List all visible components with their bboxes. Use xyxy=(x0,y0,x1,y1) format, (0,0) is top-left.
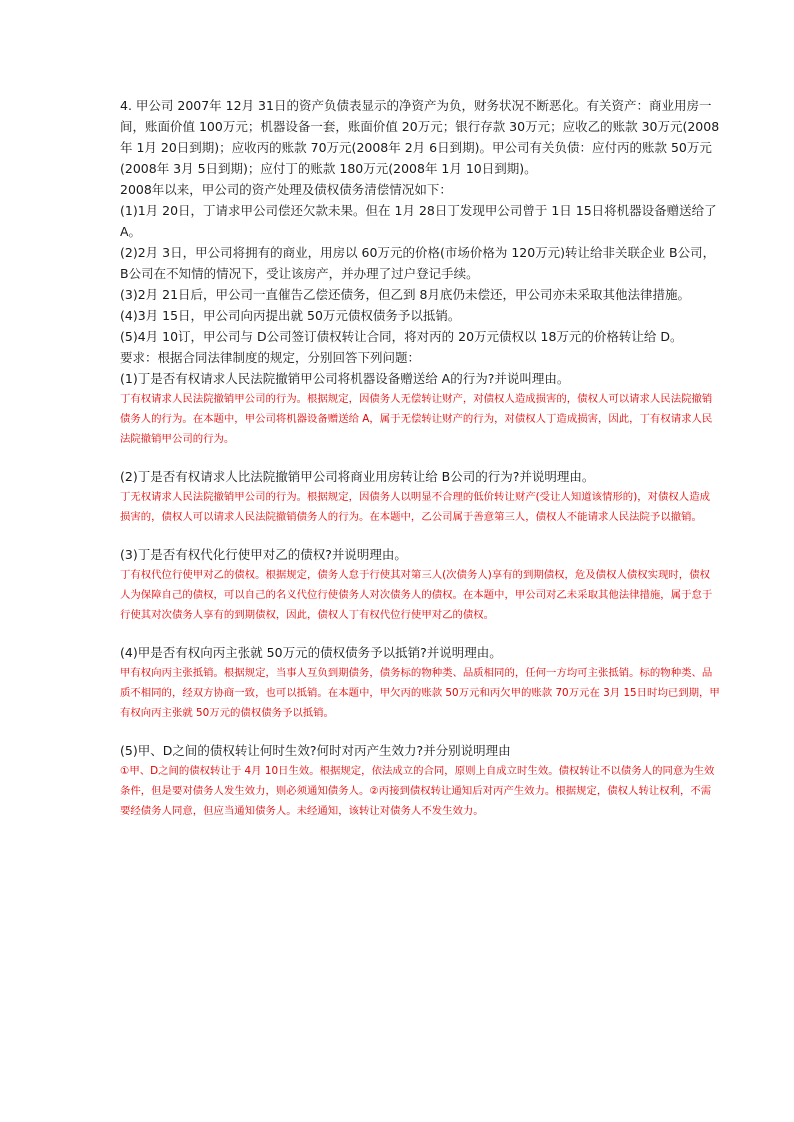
requirement: 要求：根据合同法律制度的规定，分别回答下列问题： xyxy=(120,350,421,365)
question-4: (4)甲是否有权向丙主张就 50万元的债权债务予以抵销?并说明理由。 xyxy=(120,645,502,660)
problem-since: 2008年以来，甲公司的资产处理及债权债务清偿情况如下： xyxy=(120,182,452,197)
question-3: (3)丁是否有权代化行使甲对乙的债权?并说明理由。 xyxy=(120,547,407,562)
event-item: (1)1月 20日，丁请求甲公司偿还欠款未果。但在 1月 28日丁发现甲公司曾于 1日 15日将机器设备赠送给了 A。 xyxy=(120,203,717,239)
answer-2: 丁无权请求人民法院撤销甲公司的行为。根据规定，因债务人以明显不合理的低价转让财产(受让人知道该情形的)，对债权人造成损害的，债权人可以请求人民法院撤销债务人的行为。在本题中，乙公司属于善意第三人，债权人不能请求人民法院予以撤销。 xyxy=(120,491,710,523)
question-1: (1)丁是否有权请求人民法院撤销甲公司将机器设备赠送给 A的行为?并说叫理由。 xyxy=(120,371,570,386)
event-item: (3)2月 21日后，甲公司一直催告乙偿还债务，但乙到 8月底仍未偿还，甲公司亦未采取其他法律措施。 xyxy=(120,287,690,302)
spacer xyxy=(120,723,720,740)
event-item: (4)3月 15日，甲公司向丙提出就 50万元债权债务予以抵销。 xyxy=(120,308,461,323)
event-item: (2)2月 3日，甲公司将拥有的商业，用房以 60万元的价格(市场价格为 120万元)转让给非关联企业 B公司，B公司在不知情的情况下，受让该房产，并办理了过户登记手续。 xyxy=(120,245,716,281)
event-item: (5)4月 10订，甲公司与 D公司签订债权转让合同，将对丙的 20万元债权以 18万元的价格转让给 D。 xyxy=(120,329,683,344)
spacer xyxy=(120,527,720,544)
answer-3: 丁有权代位行使甲对乙的债权。根据规定，债务人怠于行使其对第三人(次债务人)享有的到期债权，危及债权人债权实现时，债权人为保障自己的债权，可以自己的名义代位行使债务人对次债务人的债权。在本题中，甲公司对乙未采取其他法律措施，属于怠于行使其对次债务人享有的到期债权，因此，债权人丁有权代位行使甲对乙的债权。 xyxy=(120,569,713,621)
question-5: (5)甲、D之间的债权转让何时生效?何时对丙产生效力?并分别说明理由 xyxy=(120,743,511,758)
question-2: (2)丁是否有权请求人比法院撤销甲公司将商业用房转让给 B公司的行为?并说明理由。 xyxy=(120,469,595,484)
problem-intro: 4. 甲公司 2007年 12月 31日的资产负债表显示的净资产为负，财务状况不断恶化。有关资产：商业用房一间，账面价值 100万元；机器设备一套，账面价值 20万元；银行存款 30万元；应收乙的账款 30万元(2008年 1月 20日到期)；应收丙的账款 70万元(2008年 2月 6日到期)。甲公司有关负债：应付丙的账款 50万元(2008年 3月 5日到期)；应付丁的账款 180万元(2008年 1月 10日到期)。 xyxy=(120,98,720,176)
answer-5: ①甲、D之间的债权转让于 4月 10日生效。根据规定，依法成立的合同，原则上自成立时生效。债权转让不以债务人的同意为生效条件，但是要对债务人发生效力，则必须通知债务人。②丙接到债权转让通知后对丙产生效力。根据规定，债权人转让权利，不需要经债务人同意，但应当通知债务人。未经通知，该转让对债务人不发生效力。 xyxy=(120,765,715,817)
spacer xyxy=(120,449,720,466)
spacer xyxy=(120,625,720,642)
answer-1: 丁有权请求人民法院撤销甲公司的行为。根据规定，因债务人无偿转让财产，对债权人造成损害的，债权人可以请求人民法院撤销债务人的行为。在本题中，甲公司将机器设备赠送给 A，属于无偿转让财产的行为，对债权人丁造成损害，因此，丁有权请求人民法院撤销甲公司的行为。 xyxy=(120,393,713,445)
document-body xyxy=(120,95,720,821)
answer-4: 甲有权向丙主张抵销。根据规定，当事人互负到期债务，债务标的物种类、品质相同的，任何一方均可主张抵销。标的物种类、品质不相同的，经双方协商一致，也可以抵销。在本题中，甲欠丙的账款 50万元和丙欠甲的账款 70万元在 3月 15日时均已到期，甲有权向丙主张就 50万元的债权债务予以抵销。 xyxy=(120,667,720,719)
